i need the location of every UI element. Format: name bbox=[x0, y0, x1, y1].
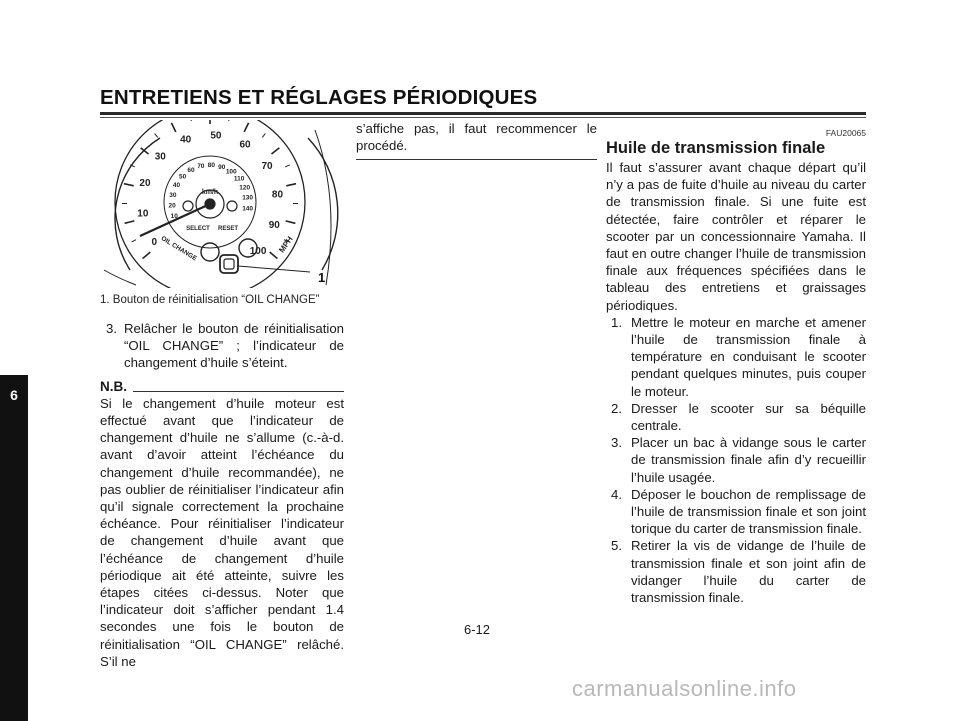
step-number: 3. bbox=[611, 434, 622, 451]
page-number: 6-12 bbox=[464, 622, 490, 637]
dial-label-outer: 60 bbox=[239, 140, 251, 151]
nb-label: N.B. bbox=[100, 378, 127, 395]
step-number: 1. bbox=[611, 314, 622, 331]
dial-label-inner: 140 bbox=[242, 205, 253, 212]
reset-knob bbox=[227, 201, 237, 211]
reset-label: RESET bbox=[218, 226, 238, 232]
housing-edge-left bbox=[104, 270, 136, 285]
step-text: Relâcher le bouton de réinitialisation “OIL CHANGE” ; l’indicateur de changement d’huile s’éteint. bbox=[124, 321, 344, 370]
dial-label-inner: 90 bbox=[218, 164, 226, 171]
step-3 bbox=[100, 320, 344, 372]
figure-caption: 1. Bouton de réinitialisation “OIL CHANGE” bbox=[100, 294, 319, 306]
dial-tick bbox=[143, 252, 151, 258]
select-label: SELECT bbox=[186, 226, 210, 232]
dial-label-inner: 130 bbox=[242, 195, 253, 202]
dial-label-inner: 30 bbox=[169, 192, 177, 199]
dial-label-inner: 40 bbox=[173, 182, 181, 189]
continued-text: s’affiche pas, il faut recommencer le procédé. bbox=[356, 120, 597, 154]
step-text: Mettre le moteur en marche et amener l’huile de transmission finale à température en conduisant le scooter pendant quelques minutes, puis couper le moteur. bbox=[631, 315, 866, 399]
dial-label-inner: 100 bbox=[226, 168, 237, 175]
column-1 bbox=[100, 320, 344, 670]
step-text: Dresser le scooter sur sa béquille centrale. bbox=[631, 401, 866, 433]
dial-tick bbox=[286, 221, 296, 223]
dial-label-inner: 60 bbox=[187, 167, 195, 174]
step-text: Retirer la vis de vidange de l’huile de transmission finale et son joint afin de vidanger l’huile du carter de transmission finale. bbox=[631, 538, 866, 605]
dial-label-outer: 0 bbox=[152, 237, 158, 248]
dial-label-outer: 20 bbox=[139, 178, 151, 189]
dial-label-inner: 50 bbox=[179, 174, 187, 181]
step-number: 3. bbox=[106, 320, 117, 337]
mph-label: MPH bbox=[277, 235, 295, 255]
step-number: 5. bbox=[611, 537, 622, 554]
dial-tick bbox=[285, 165, 290, 167]
watermark: carmanualsonline.info bbox=[572, 676, 797, 702]
callout-number: 1 bbox=[318, 270, 325, 285]
dial-tick bbox=[124, 184, 134, 186]
list-item bbox=[611, 434, 866, 486]
section-intro: Il faut s’assurer avant chaque départ qu’il n’y a pas de fuite d’huile au niveau du carter de transmission finale. Si une fuite est détectée, faire contrôler et réparer le scooter par un concessionnaire Yamaha. Il faut en outre changer l’huile de transmission finale aux fréquences spécifiées dans le tableau des entretiens et graissages périodiques. bbox=[606, 159, 866, 314]
list-item bbox=[611, 400, 866, 434]
dial-label-inner: 120 bbox=[239, 185, 250, 192]
oil-change-button bbox=[220, 255, 238, 273]
step-number: 2. bbox=[611, 400, 622, 417]
dial-tick bbox=[190, 120, 191, 121]
housing-edge bbox=[315, 130, 331, 285]
dial-label-outer: 90 bbox=[269, 220, 281, 231]
header-rule bbox=[100, 112, 866, 115]
column-2 bbox=[356, 120, 597, 160]
dial-label-outer: 50 bbox=[210, 130, 222, 141]
dial-label-inner: 110 bbox=[234, 176, 245, 183]
section-title: Huile de transmission finale bbox=[606, 138, 866, 158]
step-number: 4. bbox=[611, 486, 622, 503]
oil-change-label: OIL CHANGE bbox=[160, 235, 199, 263]
callout-line bbox=[238, 266, 310, 272]
dial-tick bbox=[271, 148, 279, 154]
nb-end-rule bbox=[356, 159, 597, 160]
header-rule-thin bbox=[100, 117, 866, 118]
page-header-title: ENTRETIENS ET RÉGLAGES PÉRIODIQUES bbox=[100, 86, 537, 110]
section-code: FAU20065 bbox=[606, 128, 866, 138]
dial-tick bbox=[171, 123, 175, 132]
nb-rule bbox=[133, 391, 344, 392]
dial-tick bbox=[125, 221, 135, 223]
list-item bbox=[611, 314, 866, 400]
dial-tick bbox=[229, 120, 230, 121]
dial-label-inner: 70 bbox=[197, 163, 205, 170]
speedometer-illustration bbox=[100, 120, 345, 288]
nb-text: Si le changement d’huile moteur est effectué avant que l’indicateur de changement d’huile ne s’allume (c.-à-d. avant d’avoir atteint l’échéance du changement d’huile recommandée), ne pas oublier de réinitialiser l’indicateur afin qu’il signale correctement la prochaine échéance. Pour réinitialiser l’indicateur de changement d’huile avant que l’échéance de changement d’huile périodique ait été atteinte, suivre les étapes citées ci-dessus. Noter que l’indicateur doit s’afficher pendant 1.4 secondes une fois le bouton de réinitialisation “OIL CHANGE” relâché. S’il ne bbox=[100, 395, 344, 670]
dial-label-outer: 30 bbox=[155, 152, 167, 163]
dial-tick bbox=[286, 184, 296, 186]
dial-tick bbox=[270, 252, 278, 258]
dial-tick bbox=[132, 240, 136, 242]
select-button bbox=[201, 243, 219, 261]
step-text: Déposer le bouchon de remplissage de l’huile de transmission finale et son joint torique du carter de transmission finale. bbox=[631, 487, 866, 536]
chapter-tab bbox=[0, 375, 28, 721]
dial-label-inner: 10 bbox=[171, 213, 179, 220]
nb-heading bbox=[100, 378, 344, 395]
list-item bbox=[611, 486, 866, 538]
oil-change-button-inner bbox=[224, 259, 234, 269]
dial-label-outer: 70 bbox=[261, 161, 273, 172]
dial-label-outer: 100 bbox=[250, 246, 267, 257]
kmh-label: km/h bbox=[202, 189, 218, 196]
column-3 bbox=[606, 120, 866, 606]
dial-label-outer: 80 bbox=[272, 190, 284, 201]
dial-tick bbox=[155, 134, 158, 138]
dial-label-inner: 80 bbox=[208, 162, 216, 169]
dial-tick bbox=[262, 134, 265, 138]
dial-label-outer: 40 bbox=[180, 135, 192, 146]
step-text: Placer un bac à vidange sous le carter de transmission finale afin d’y recueillir l’huile usagée. bbox=[631, 435, 866, 484]
chapter-tab-number: 6 bbox=[0, 387, 28, 403]
select-knob bbox=[183, 201, 193, 211]
list-item bbox=[611, 537, 866, 606]
bezel-arc-left bbox=[115, 138, 160, 270]
dial-label-outer: 10 bbox=[137, 209, 149, 220]
dial-tick bbox=[244, 123, 248, 132]
dial-label-inner: 20 bbox=[168, 203, 176, 210]
